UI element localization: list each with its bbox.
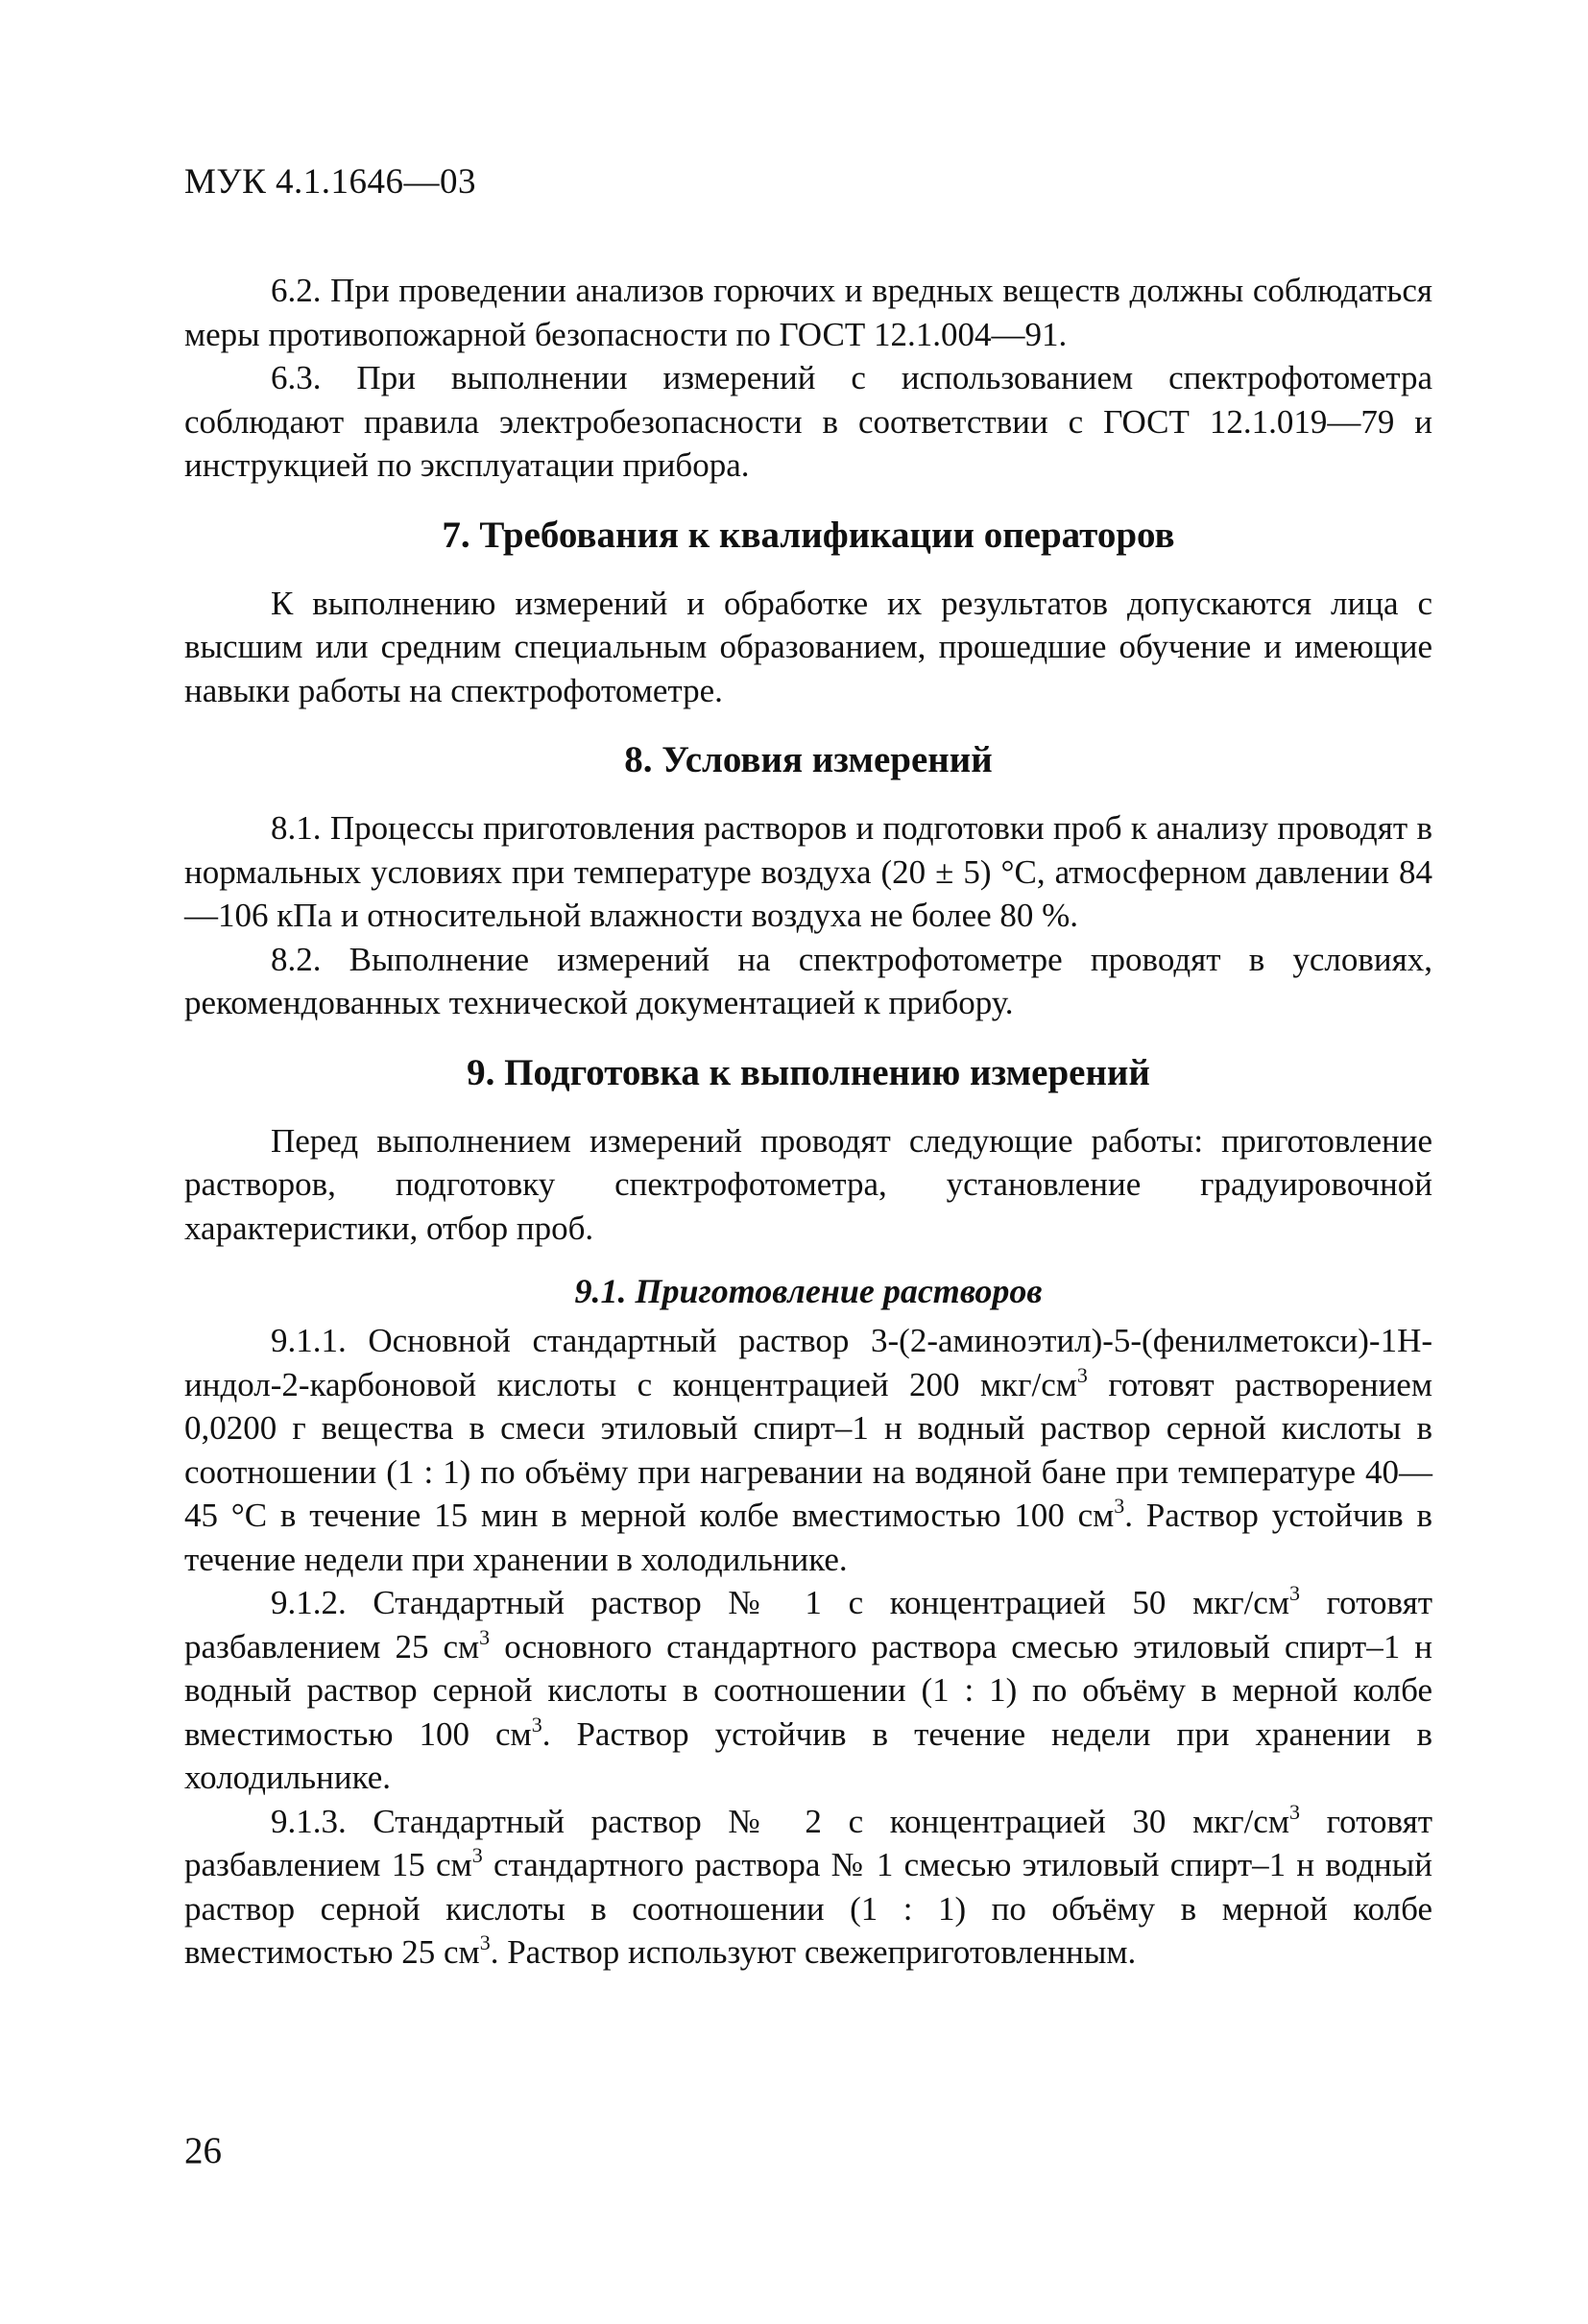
paragraph-9-1-2: [184, 1581, 1432, 1800]
superscript: 3: [479, 1624, 491, 1649]
superscript: 3: [531, 1712, 542, 1737]
text-run: готовят разбавлением 25 см: [184, 1584, 1432, 1665]
paragraph-8-1: 8.1. Процессы приготовления растворов и подготовки проб к анализу проводят в нормальных условиях при температуре воздуха (20 ± 5) °С, атмосферном давлении 84—106 кПа и относительной влажности воздуха не более 80 %.: [184, 809, 1432, 934]
superscript: 3: [1289, 1799, 1300, 1824]
subsection-9-1-title: 9.1. Приготовление растворов: [574, 1272, 1043, 1310]
superscript: 3: [1076, 1362, 1088, 1387]
text-run: . Раствор устойчив в течение недели при хранении в холодильнике.: [184, 1497, 1432, 1578]
section-7-title: 7. Требования к квалификации операторов: [442, 514, 1175, 556]
text-run: 9.1.1. Основной стандартный раствор 3-(2-аминоэтил)-5-(фенилметокси)-1Н-индол-2-карбоновой кислоты с концентрацией 200 мкг/см: [184, 1322, 1432, 1403]
superscript: 3: [1114, 1494, 1125, 1518]
superscript: 3: [479, 1930, 491, 1954]
text-run: готовят разбавлением 15 см: [184, 1802, 1432, 1883]
section-8-title: 8. Условия измерений: [624, 739, 993, 780]
text-run: . Раствор устойчив в течение недели при хранении в холодильнике.: [184, 1714, 1433, 1796]
text-run: готовят растворением 0,0200 г вещества в смеси этиловый спирт–1 н водный раствор серной кислоты в соотношении (1 : 1) по объёму при нагревании на водяной бане при температуре 40—45 °С в течение 15 мин в мерной колбе вместимостью 100 см: [184, 1365, 1432, 1534]
section-9-title: 9. Подготовка к выполнению измерений: [467, 1051, 1150, 1093]
text-run: основного стандартного раствора смесью этиловый спирт–1 н водный раствор серной кислоты в соотношении (1 : 1) по объёму в мерной колбе вместимостью 100 см: [184, 1627, 1432, 1753]
text-run: 9.1.3. Стандартный раствор № 2 с концентрацией 30 мкг/см: [271, 1802, 1289, 1840]
paragraph-9-1-3: [184, 1800, 1432, 1975]
superscript: 3: [471, 1843, 483, 1867]
text-run: . Раствор используют свежеприготовленным.: [490, 1933, 1137, 1971]
text-run: стандартного раствора № 1 смесью этиловый спирт–1 н водный раствор серной кислоты в соотношении (1 : 1) по объёму в мерной колбе вместимостью 25 см: [184, 1846, 1432, 1971]
paragraph-9-1-1: [184, 1319, 1432, 1581]
paragraph-8-2: 8.2. Выполнение измерений на спектрофотометре проводят в условиях, рекомендованных технической документацией к прибору.: [184, 940, 1432, 1021]
section-7-text: К выполнению измерений и обработке их результатов допускаются лица с высшим или средним специальным образованием, прошедшие обучение и имеющие навыки работы на спектрофотометре.: [184, 584, 1432, 709]
superscript: 3: [1289, 1581, 1300, 1605]
section-9-intro: Перед выполнением измерений проводят следующие работы: приготовление растворов, подготовку спектрофотометра, установление градуировочной характеристики, отбор проб.: [184, 1121, 1432, 1247]
paragraph-6-3: 6.3. При выполнении измерений с использованием спектрофотометра соблюдают правила электробезопасности в соответствии с ГОСТ 12.1.019—79 и инструкцией по эксплуатации прибора.: [184, 359, 1432, 484]
paragraph-6-2: 6.2. При проведении анализов горючих и вредных веществ должны соблюдаться меры противопожарной безопасности по ГОСТ 12.1.004—91.: [184, 272, 1432, 353]
running-head: МУК 4.1.1646—03: [184, 162, 477, 202]
page-number: 26: [184, 2130, 222, 2171]
text-run: 9.1.2. Стандартный раствор № 1 с концентрацией 50 мкг/см: [271, 1584, 1289, 1621]
body-text: [184, 269, 1432, 1975]
